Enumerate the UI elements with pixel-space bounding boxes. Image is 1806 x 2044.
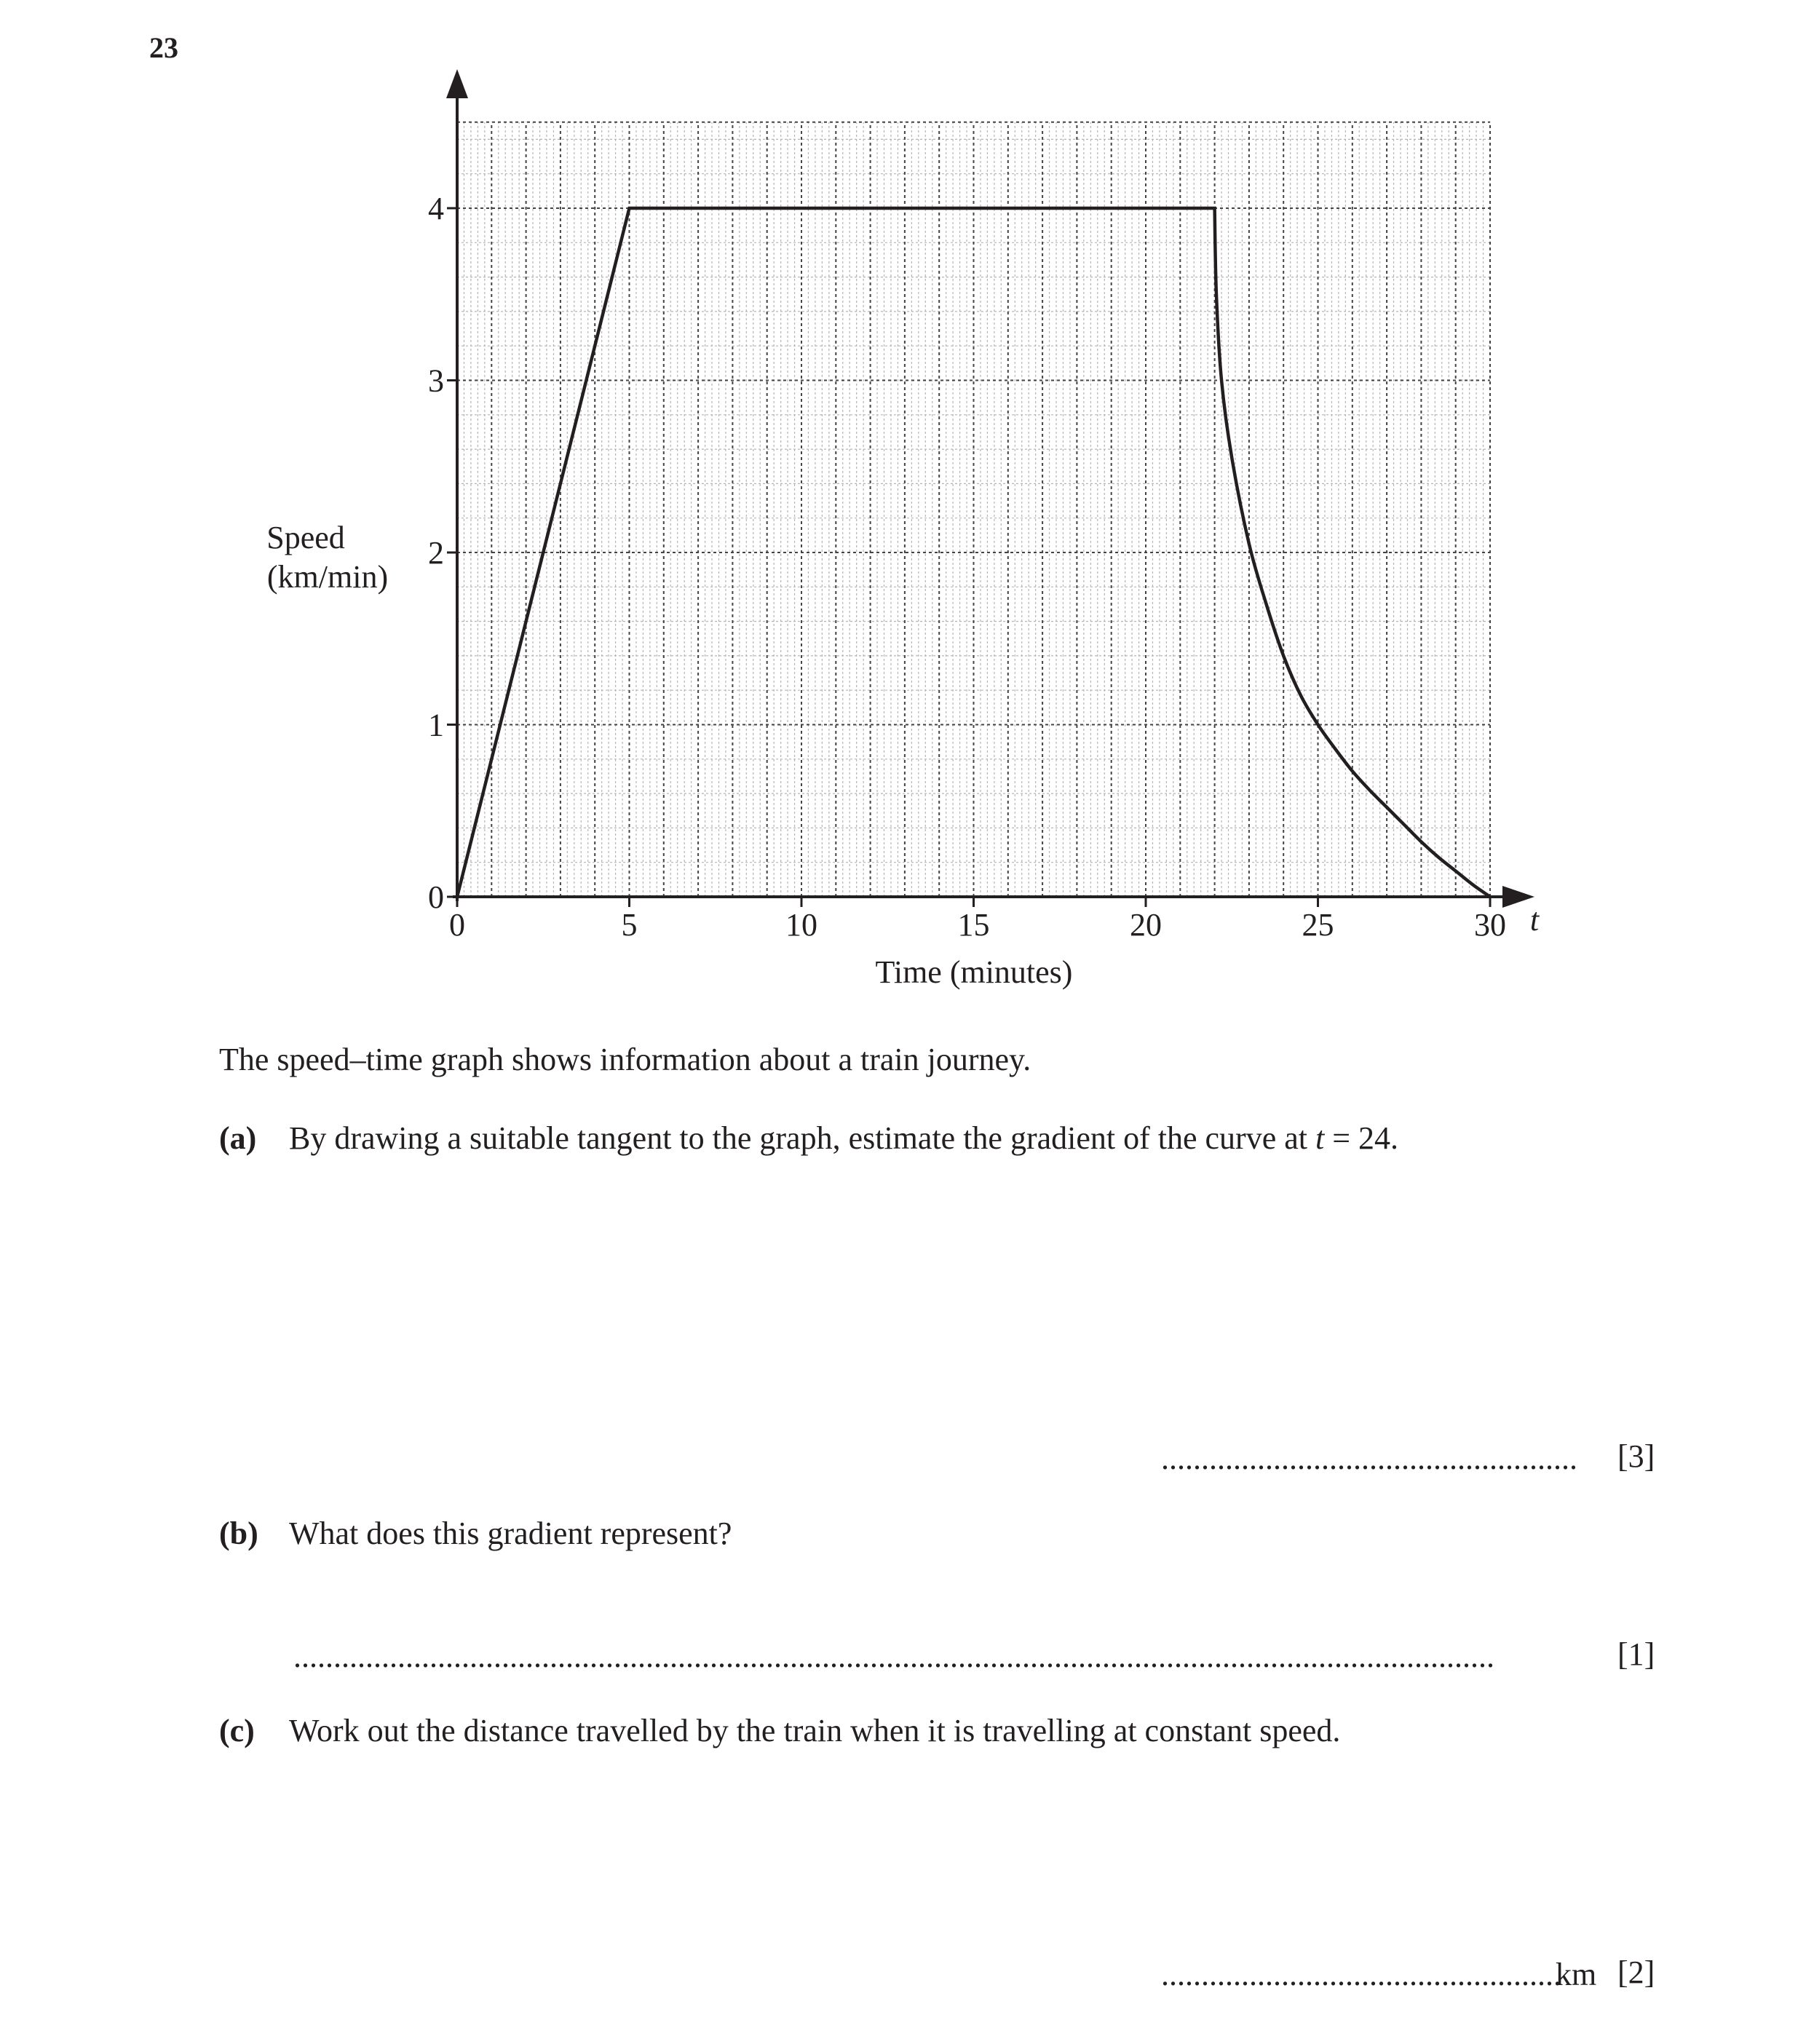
x-tick-label: 20 (1130, 907, 1162, 943)
y-tick-label: 4 (428, 191, 444, 226)
question-number: 23 (149, 31, 178, 64)
part-b-answer-line[interactable]: ...................................................................................................................................................... (293, 1639, 1494, 1674)
y-axis-label-line2: (km/min) (266, 559, 389, 595)
x-tick-label: 15 (957, 907, 990, 943)
part-b-question: What does this gradient represent? (289, 1516, 732, 1551)
x-tick-label: 10 (785, 907, 817, 943)
axes (446, 69, 1534, 908)
part-a-marks: [3] (1617, 1438, 1655, 1474)
x-axis-variable: t (1529, 902, 1540, 938)
part-a-answer-line[interactable]: .................................................... (1161, 1441, 1577, 1476)
part-b-letter: (b) (219, 1516, 258, 1551)
part-c-label (219, 1712, 255, 1749)
question-intro: The speed–time graph shows information about a train journey. (219, 1042, 1031, 1077)
x-tick-label: 25 (1302, 907, 1334, 943)
part-c-question: Work out the distance travelled by the train when it is travelling at constant speed. (289, 1713, 1341, 1748)
part-a-question (289, 1120, 1398, 1157)
x-tick-label: 0 (449, 907, 465, 943)
y-axis-label-line1: Speed (266, 520, 345, 555)
y-axis-arrowhead (446, 69, 468, 98)
part-a-text-end: = 24. (1332, 1120, 1399, 1156)
x-tick-label: 30 (1474, 907, 1506, 943)
part-a-letter: (a) (219, 1120, 257, 1156)
y-tick-label: 0 (428, 879, 444, 915)
y-tick-label: 1 (428, 707, 444, 743)
part-a-label (219, 1120, 256, 1157)
speed-time-chart (0, 0, 1806, 1019)
part-c-answer-line[interactable]: .................................................. (1161, 1957, 1561, 1992)
major-grid (457, 122, 1490, 897)
part-b-label (219, 1515, 258, 1552)
x-tick-label: 5 (621, 907, 638, 943)
part-b-marks: [1] (1617, 1636, 1655, 1672)
part-a-variable: t (1315, 1120, 1325, 1156)
x-axis-label: Time (minutes) (875, 954, 1073, 990)
part-c-marks: [2] (1617, 1954, 1655, 1990)
y-tick-label: 3 (428, 363, 444, 399)
y-tick-label: 2 (428, 535, 444, 571)
part-c-unit: km (1556, 1957, 1597, 1992)
part-a-text: By drawing a suitable tangent to the graph, estimate the gradient of the curve at (289, 1120, 1307, 1156)
part-c-letter: (c) (219, 1713, 255, 1748)
